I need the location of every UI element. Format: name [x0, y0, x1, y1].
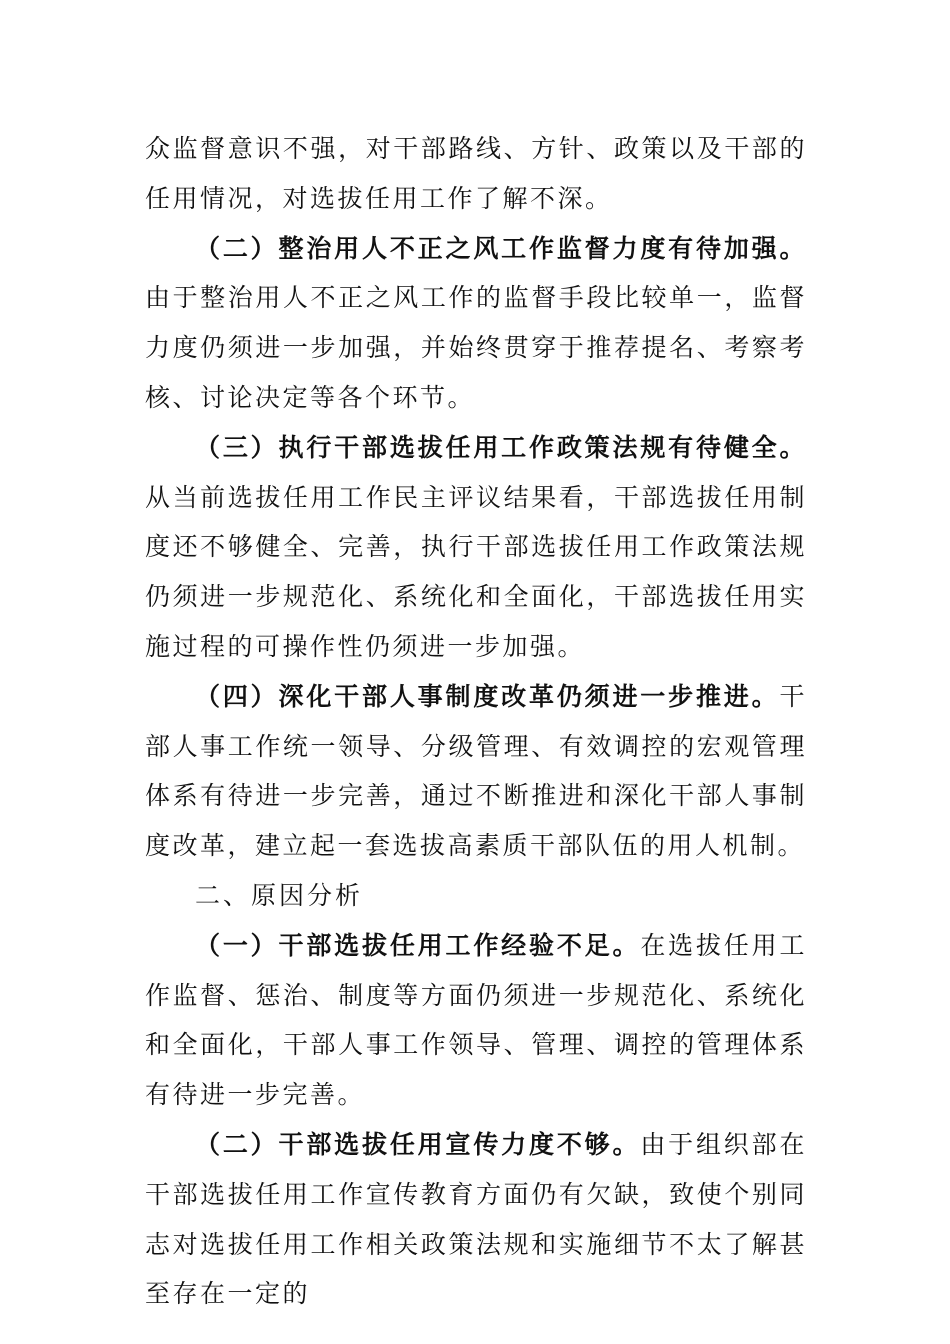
paragraph-issue-3: [145, 423, 807, 672]
paragraph-issue-2: [145, 224, 807, 423]
paragraph-lead: （一）干部选拔任用工作经验不足。: [195, 930, 641, 960]
document-page: [145, 124, 807, 1319]
section-heading: [145, 871, 807, 921]
paragraph-continued: [145, 124, 807, 224]
paragraph-text: 在选拔任用工作监督、惩治、制度等方面仍须进一步规范化、系统化和全面化，干部人事工作领导、管理、调控的管理体系有待进一步完善。: [145, 930, 807, 1110]
paragraph-lead: （二）干部选拔任用宣传力度不够。: [195, 1129, 641, 1159]
paragraph-text: 由于整治用人不正之风工作的监督手段比较单一，监督力度仍须进一步加强，并始终贯穿于推荐提名、考察考核、讨论决定等各个环节。: [145, 283, 807, 412]
paragraph-text: 由于组织部在干部选拔任用工作宣传教育方面仍有欠缺，致使个别同志对选拔任用工作相关政策法规和实施细节不太了解甚至存在一定的: [145, 1129, 807, 1309]
paragraph-cause-2: [145, 1120, 807, 1319]
paragraph-lead: （二）整治用人不正之风工作监督力度有待加强。: [195, 233, 807, 263]
paragraph-text: 从当前选拔任用工作民主评议结果看，干部选拔任用制度还不够健全、完善，执行干部选拔任用工作政策法规仍须进一步规范化、系统化和全面化，干部选拔任用实施过程的可操作性仍须进一步加强。: [145, 482, 807, 661]
paragraph-lead: （四）深化干部人事制度改革仍须进一步推进。: [195, 681, 780, 711]
paragraph-lead: （三）执行干部选拔任用工作政策法规有待健全。: [195, 432, 807, 462]
paragraph-issue-4: [145, 672, 807, 871]
paragraph-text: 众监督意识不强，对干部路线、方针、政策以及干部的任用情况，对选拔任用工作了解不深。: [145, 134, 807, 213]
paragraph-cause-1: [145, 921, 807, 1120]
section-heading-text: 二、原因分析: [195, 880, 364, 910]
paragraph-text: 干部人事工作统一领导、分级管理、有效调控的宏观管理体系有待进一步完善，通过不断推进和深化干部人事制度改革，建立起一套选拔高素质干部队伍的用人机制。: [145, 681, 807, 861]
